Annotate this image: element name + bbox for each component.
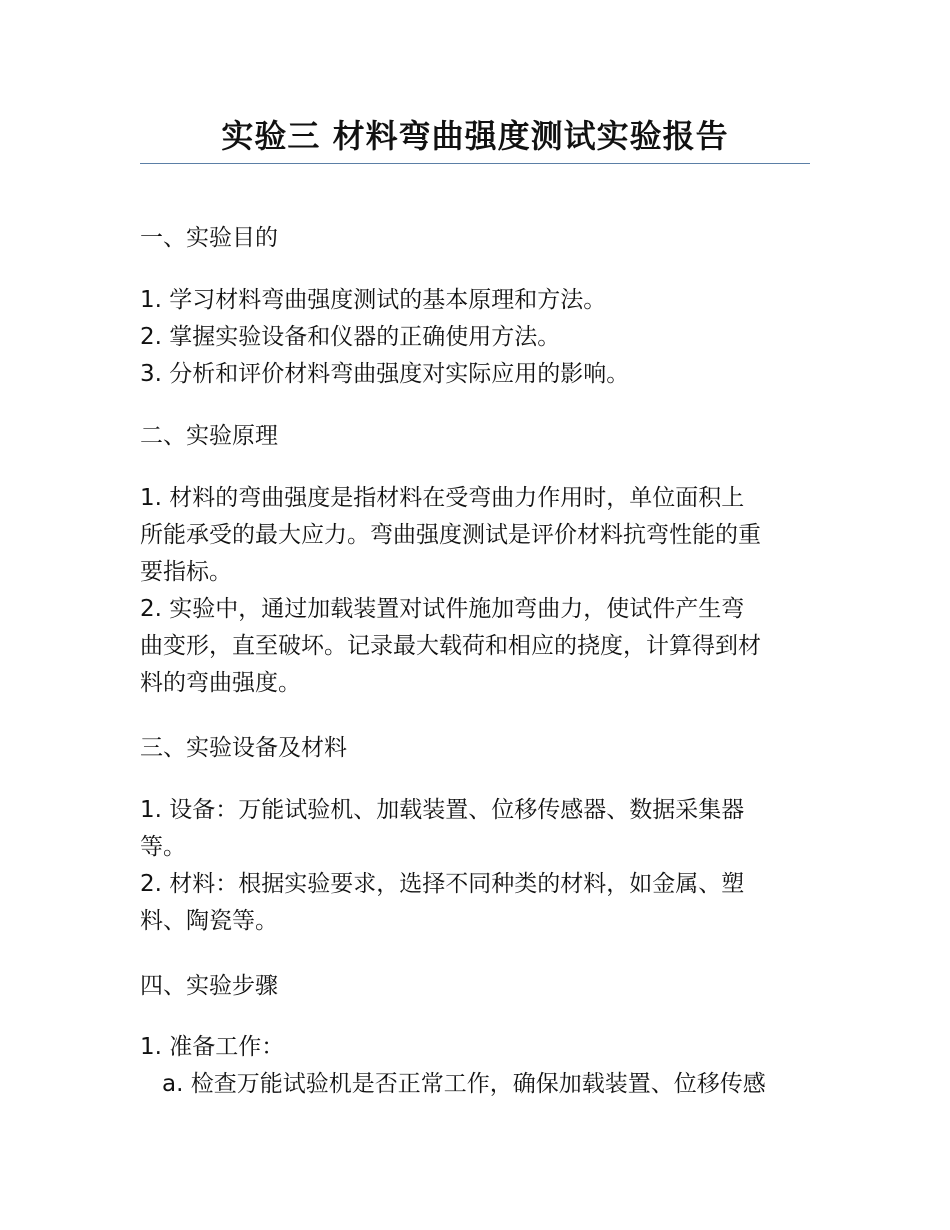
section-heading: 一、实验目的 — [140, 225, 278, 251]
paragraph-line: 1. 材料的弯曲强度是指材料在受弯曲力作用时，单位面积上 — [140, 485, 745, 511]
section-heading-procedure — [140, 968, 812, 1005]
paragraph-line: 所能承受的最大应力。弯曲强度测试是评价材料抗弯性能的重 — [140, 522, 761, 548]
paragraph-line: 2. 实验中，通过加载装置对试件施加弯曲力，使试件产生弯 — [140, 596, 745, 622]
section-heading: 四、实验步骤 — [140, 973, 278, 999]
paragraph-line: 等。 — [140, 834, 186, 860]
paragraph-line: 2. 材料：根据实验要求，选择不同种类的材料，如金属、塑 — [140, 871, 745, 897]
section-heading-equipment — [140, 730, 812, 767]
paragraph-line: 料、陶瓷等。 — [140, 908, 278, 934]
paragraph-line: 曲变形，直至破坏。记录最大载荷和相应的挠度，计算得到材 — [140, 633, 761, 659]
paragraph-line-indented: a. 检查万能试验机是否正常工作，确保加载装置、位移传感 — [162, 1071, 766, 1097]
paragraph-line: 1. 设备：万能试验机、加载装置、位移传感器、数据采集器 — [140, 797, 745, 823]
section-heading: 三、实验设备及材料 — [140, 735, 347, 761]
section-body-procedure — [140, 1029, 812, 1103]
section-heading-principle — [140, 418, 812, 455]
paragraph-line: 要指标。 — [140, 559, 232, 585]
title-underline — [140, 163, 810, 164]
paragraph-line: 1. 准备工作： — [140, 1034, 285, 1060]
section-heading-objectives — [140, 220, 812, 257]
paragraph-line: 料的弯曲强度。 — [140, 670, 301, 696]
paragraph-line: 2. 掌握实验设备和仪器的正确使用方法。 — [140, 324, 561, 350]
section-body-equipment — [140, 792, 812, 940]
paragraph-line: 3. 分析和评价材料弯曲强度对实际应用的影响。 — [140, 361, 630, 387]
section-body-objectives — [140, 282, 812, 393]
document-title: 实验三 材料弯曲强度测试实验报告 — [221, 117, 729, 155]
section-body-principle — [140, 480, 812, 702]
paragraph-line: 1. 学习材料弯曲强度测试的基本原理和方法。 — [140, 287, 607, 313]
section-heading: 二、实验原理 — [140, 423, 278, 449]
